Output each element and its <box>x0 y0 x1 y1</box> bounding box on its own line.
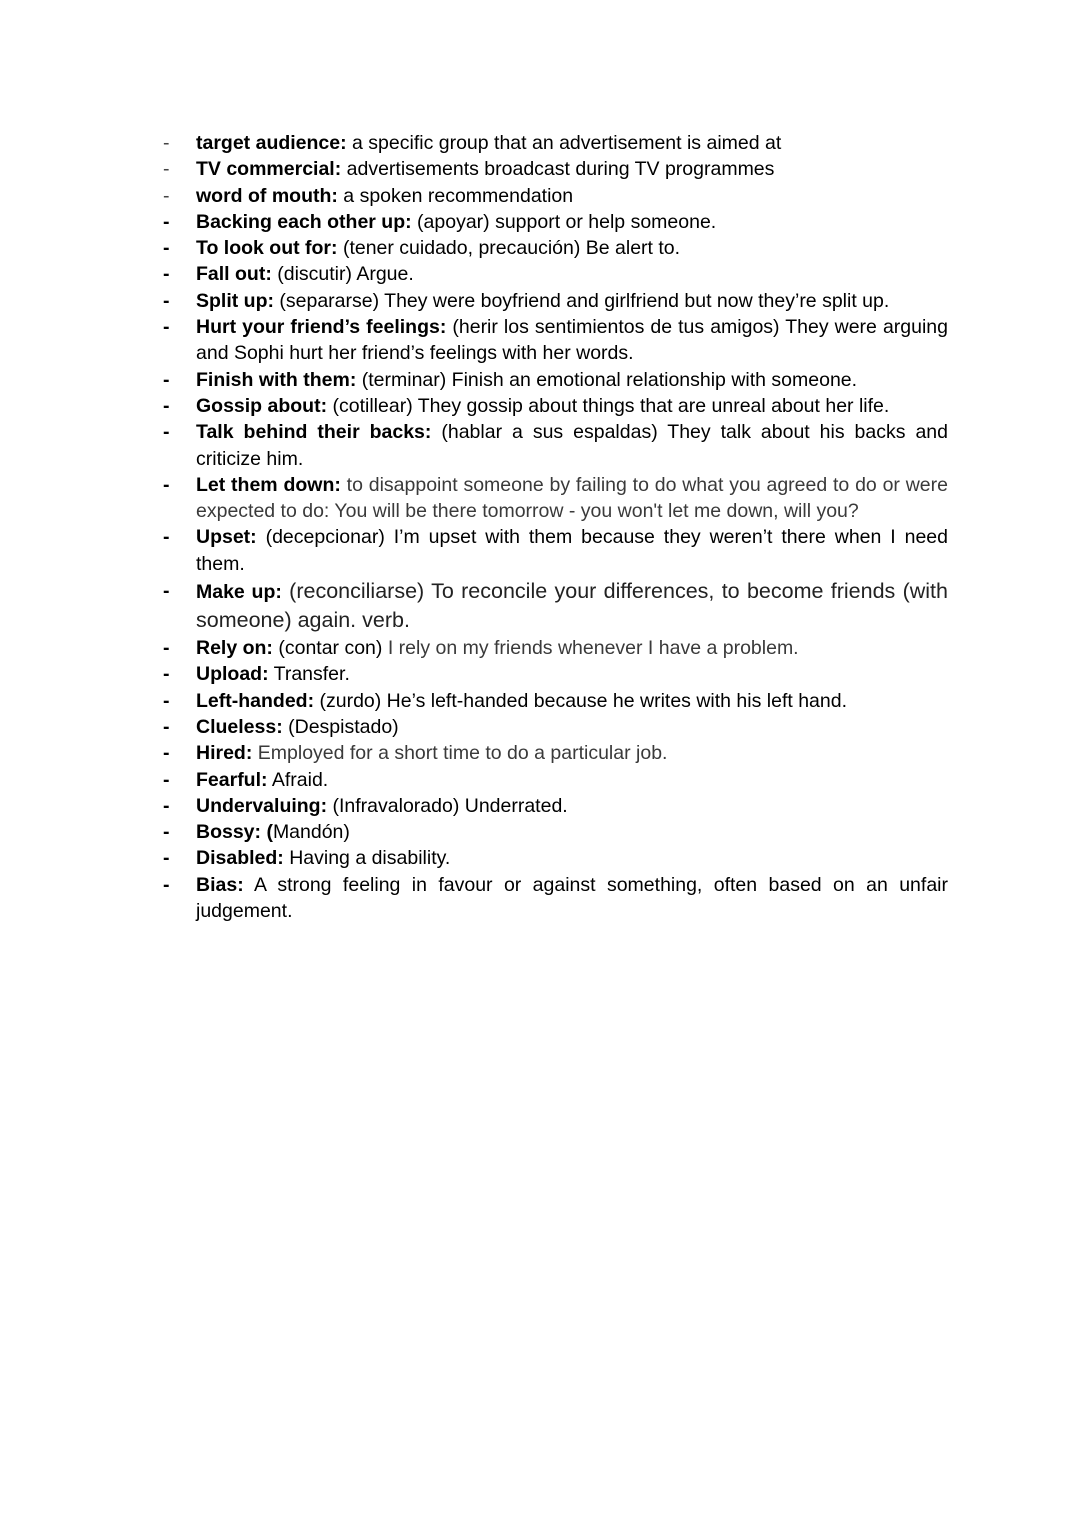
entry-definition: Transfer. <box>268 663 350 686</box>
entry-definition: Afraid. <box>267 768 329 791</box>
entry-definition: (tener cuidado, precaución) Be alert to. <box>337 237 681 260</box>
list-item <box>160 235 948 261</box>
bullet-dash: - <box>163 742 170 765</box>
list-item <box>160 261 948 287</box>
entry-term: Split up: <box>196 289 274 312</box>
list-item <box>160 845 948 871</box>
entry-definition: (separarse) They were boyfriend and girlfriend but now they’re split up. <box>273 289 890 312</box>
bullet-dash: - <box>163 421 170 444</box>
entry-term: Backing each other up: <box>196 210 412 233</box>
list-item <box>160 209 948 235</box>
entry-example: I rely on my friends whenever I have a problem. <box>382 637 799 660</box>
list-item <box>160 635 948 661</box>
entry-term: Disabled: <box>196 847 284 870</box>
entry-term: Make up: <box>196 581 282 604</box>
entry-definition: (apoyar) support or help someone. <box>411 210 717 233</box>
entry-definition: A strong feeling in favour or against something, often based on an unfair judgement. <box>196 873 948 923</box>
entry-term: Bossy: ( <box>196 821 273 844</box>
list-item <box>160 130 948 156</box>
bullet-dash: - <box>163 316 170 339</box>
entry-definition: (herir los sentimientos de tus amigos) They were arguing and Sophi hurt her friend’s feelings with her words. <box>196 316 948 365</box>
bullet-dash: - <box>163 184 170 207</box>
bullet-dash: - <box>163 847 170 870</box>
entry-term: TV commercial: <box>196 158 342 181</box>
entry-definition: a specific group that an advertisement is aimed at <box>346 132 782 154</box>
entry-term: Rely on: <box>196 637 273 660</box>
entry-term: target audience: <box>196 132 347 154</box>
list-item <box>160 819 948 845</box>
entry-term: Gossip about: <box>196 394 328 417</box>
entry-definition: to disappoint someone by failing to do what you agreed to do or were expected to do: You will be there tomorrow - you won't let me down, will you? <box>196 473 948 523</box>
bullet-dash: - <box>163 473 170 496</box>
list-item <box>160 714 948 740</box>
entry-term: Hurt your friend’s feelings: <box>196 316 447 339</box>
entry-definition: Having a disability. <box>283 847 451 870</box>
entry-term: Fall out: <box>196 263 272 286</box>
bullet-dash: - <box>163 689 170 712</box>
entry-term: Upload: <box>196 663 269 686</box>
entry-definition: (hablar a sus espaldas) They talk about his backs and criticize him. <box>196 421 948 470</box>
list-item <box>160 661 948 687</box>
bullet-dash: - <box>163 637 170 660</box>
list-item <box>160 872 948 925</box>
entry-term: Fearful: <box>196 768 268 791</box>
entry-term: Finish with them: <box>196 368 357 391</box>
entry-term: Let them down: <box>196 473 341 496</box>
entry-definition: a spoken recommendation <box>337 184 574 207</box>
entry-term: Upset: <box>196 526 257 549</box>
bullet-dash: - <box>163 663 170 686</box>
list-item <box>160 688 948 714</box>
entry-term: Bias: <box>196 873 244 896</box>
bullet-dash: - <box>163 794 170 817</box>
entry-term: Talk behind their backs: <box>196 421 432 444</box>
bullet-dash: - <box>163 237 170 260</box>
entry-definition: (contar con) <box>272 637 383 660</box>
entry-definition: (terminar) Finish an emotional relationship with someone. <box>356 368 858 391</box>
bullet-dash: - <box>163 210 170 233</box>
list-item <box>160 793 948 819</box>
bullet-dash: - <box>163 132 170 154</box>
entry-term: word of mouth: <box>196 184 338 207</box>
list-item <box>160 740 948 766</box>
list-item <box>160 367 948 393</box>
bullet-dash: - <box>163 394 170 417</box>
entry-definition: Mandón) <box>272 821 350 844</box>
list-item <box>160 524 948 577</box>
entry-term: To look out for: <box>196 237 338 260</box>
entry-definition: Employed for a short time to do a particular job. <box>252 742 668 765</box>
list-item <box>160 314 948 367</box>
list-item <box>160 288 948 314</box>
bullet-dash: - <box>163 368 170 391</box>
bullet-dash: - <box>163 873 170 896</box>
bullet-dash: - <box>163 821 170 844</box>
entry-definition: (decepcionar) I’m upset with them because they weren’t there when I need them. <box>196 526 948 575</box>
list-item <box>160 183 948 209</box>
vocabulary-list <box>160 130 948 924</box>
bullet-dash: - <box>163 526 170 549</box>
list-item <box>160 393 948 419</box>
entry-definition: (discutir) Argue. <box>271 263 414 286</box>
bullet-dash: - <box>163 289 170 312</box>
bullet-dash: - <box>163 715 170 738</box>
entry-definition: (zurdo) He’s left-handed because he writes with his left hand. <box>314 689 848 712</box>
entry-term: Undervaluing: <box>196 794 328 817</box>
bullet-dash: - <box>163 580 170 603</box>
bullet-dash: - <box>163 263 170 286</box>
list-item <box>160 472 948 525</box>
entry-definition: (Despistado) <box>282 715 399 738</box>
entry-term: Hired: <box>196 742 253 765</box>
entry-definition: (reconciliarse) To reconcile your differences, to become friends (with someone) again. verb. <box>196 579 948 633</box>
entry-definition: (cotillear) They gossip about things that are unreal about her life. <box>327 394 890 417</box>
list-item <box>160 419 948 472</box>
list-item <box>160 577 948 635</box>
list-item <box>160 767 948 793</box>
bullet-dash: - <box>163 768 170 791</box>
entry-definition: (Infravalorado) Underrated. <box>327 794 568 817</box>
list-item <box>160 156 948 182</box>
entry-definition: advertisements broadcast during TV programmes <box>341 158 775 181</box>
entry-term: Clueless: <box>196 715 283 738</box>
bullet-dash: - <box>163 158 170 181</box>
entry-term: Left-handed: <box>196 689 315 712</box>
